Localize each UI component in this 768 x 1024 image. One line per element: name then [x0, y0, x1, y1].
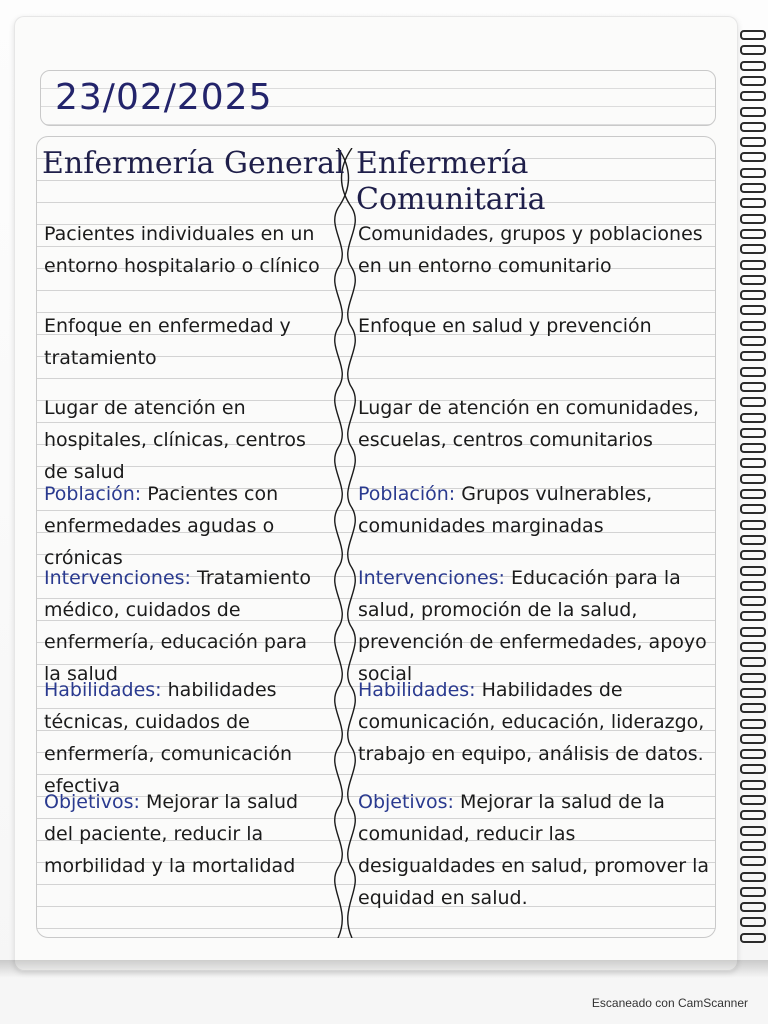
- left-row: [44, 674, 330, 802]
- left-row-text: Enfoque en enfermedad y tratamiento: [44, 315, 291, 369]
- right-row-label: Intervenciones:: [358, 567, 505, 589]
- right-row-text: Enfoque en salud y prevención: [358, 315, 652, 337]
- spiral-coil: [740, 382, 766, 392]
- spiral-coil: [740, 91, 766, 101]
- page-edge-shadow: [0, 960, 768, 978]
- spiral-coil: [740, 581, 766, 591]
- spiral-coil: [740, 443, 766, 453]
- spiral-coil: [740, 856, 766, 866]
- spiral-coil: [740, 107, 766, 117]
- spiral-coil: [740, 596, 766, 606]
- right-row-text: Mejorar la salud de la comunidad, reducir las desigualdades en salud, promover la equidad en salud.: [358, 791, 710, 909]
- left-row-label: Objetivos:: [44, 791, 140, 813]
- right-row-label: Habilidades:: [358, 679, 476, 701]
- spiral-coil: [740, 780, 766, 790]
- spiral-coil: [740, 535, 766, 545]
- left-row: [44, 562, 330, 690]
- spiral-coil: [740, 734, 766, 744]
- spiral-coil: [740, 474, 766, 484]
- spiral-coil: [740, 275, 766, 285]
- right-column: [356, 140, 712, 216]
- spiral-coil: [740, 795, 766, 805]
- right-row: [358, 392, 710, 456]
- spiral-coil: [740, 168, 766, 178]
- scanner-watermark: Escaneado con CamScanner: [591, 996, 748, 1010]
- spiral-coil: [740, 566, 766, 576]
- spiral-coil: [740, 810, 766, 820]
- spiral-coil: [740, 489, 766, 499]
- column-divider-braid: [330, 148, 360, 938]
- spiral-coil: [740, 214, 766, 224]
- spiral-coil: [740, 458, 766, 468]
- spiral-coil: [740, 749, 766, 759]
- left-row: [44, 218, 330, 282]
- spiral-coil: [740, 902, 766, 912]
- spiral-coil: [740, 137, 766, 147]
- right-row: [358, 310, 710, 342]
- spiral-coil: [740, 917, 766, 927]
- left-row: [44, 392, 330, 488]
- spiral-coil: [740, 397, 766, 407]
- spiral-coil: [740, 887, 766, 897]
- spiral-coil: [740, 367, 766, 377]
- left-row-label: Población:: [44, 483, 142, 505]
- left-row-label: Intervenciones:: [44, 567, 191, 589]
- spiral-coil: [740, 290, 766, 300]
- spiral-coil: [740, 321, 766, 331]
- spiral-coil: [740, 550, 766, 560]
- spiral-coil: [740, 703, 766, 713]
- spiral-coil: [740, 260, 766, 270]
- right-row-text: Educación para la salud, promoción de la salud, prevención de enfermedades, apoyo social: [358, 567, 707, 685]
- right-row: [358, 478, 710, 542]
- right-row-label: Objetivos:: [358, 791, 454, 813]
- spiral-coil: [740, 428, 766, 438]
- spiral-coil: [740, 351, 766, 361]
- spiral-coil: [740, 305, 766, 315]
- spiral-coil: [740, 183, 766, 193]
- spiral-coil: [740, 30, 766, 40]
- right-row: [358, 786, 710, 914]
- spiral-coil: [740, 933, 766, 943]
- left-row-label: Habilidades:: [44, 679, 162, 701]
- right-row: [358, 218, 710, 282]
- spiral-binding: [738, 30, 764, 960]
- date-box: [40, 70, 716, 126]
- spiral-coil: [740, 45, 766, 55]
- left-row: [44, 310, 330, 374]
- spiral-coil: [740, 872, 766, 882]
- spiral-coil: [740, 413, 766, 423]
- right-row: [358, 674, 710, 770]
- spiral-coil: [740, 198, 766, 208]
- right-row-text: Lugar de atención en comunidades, escuelas, centros comunitarios: [358, 397, 699, 451]
- left-row-text: Mejorar la salud del paciente, reducir la morbilidad y la mortalidad: [44, 791, 299, 877]
- spiral-coil: [740, 152, 766, 162]
- spiral-coil: [740, 826, 766, 836]
- spiral-coil: [740, 229, 766, 239]
- right-row-label: Población:: [358, 483, 456, 505]
- left-heading: Enfermería General: [42, 146, 345, 181]
- left-row-text: Tratamiento médico, cuidados de enfermería, educación para la salud: [44, 567, 311, 685]
- spiral-coil: [740, 841, 766, 851]
- spiral-coil: [740, 520, 766, 530]
- spiral-coil: [740, 244, 766, 254]
- right-row-text: Grupos vulnerables, comunidades marginadas: [358, 483, 653, 537]
- spiral-coil: [740, 76, 766, 86]
- spiral-coil: [740, 657, 766, 667]
- spiral-coil: [740, 61, 766, 71]
- left-row-text: habilidades técnicas, cuidados de enfermería, comunicación efectiva: [44, 679, 293, 797]
- left-row-text: Lugar de atención en hospitales, clínicas, centros de salud: [44, 397, 306, 483]
- spiral-coil: [740, 611, 766, 621]
- right-row: [358, 562, 710, 690]
- left-row: [44, 786, 330, 882]
- spiral-coil: [740, 688, 766, 698]
- spiral-coil: [740, 642, 766, 652]
- spiral-coil: [740, 627, 766, 637]
- braid-drawing: [330, 148, 360, 938]
- left-row-text: Pacientes con enfermedades agudas o crónicas: [44, 483, 279, 569]
- left-column: [42, 140, 352, 216]
- right-row-text: Comunidades, grupos y poblaciones en un entorno comunitario: [358, 223, 703, 277]
- spiral-coil: [740, 673, 766, 683]
- right-heading: Enfermería Comunitaria: [356, 146, 546, 217]
- spiral-coil: [740, 336, 766, 346]
- spiral-coil: [740, 122, 766, 132]
- spiral-coil: [740, 504, 766, 514]
- spiral-coil: [740, 764, 766, 774]
- left-row-text: Pacientes individuales en un entorno hospitalario o clínico: [44, 223, 320, 277]
- handwritten-date: 23/02/2025: [55, 77, 273, 118]
- left-row: [44, 478, 330, 574]
- right-row-text: Habilidades de comunicación, educación, liderazgo, trabajo en equipo, análisis de datos.: [358, 679, 705, 765]
- spiral-coil: [740, 719, 766, 729]
